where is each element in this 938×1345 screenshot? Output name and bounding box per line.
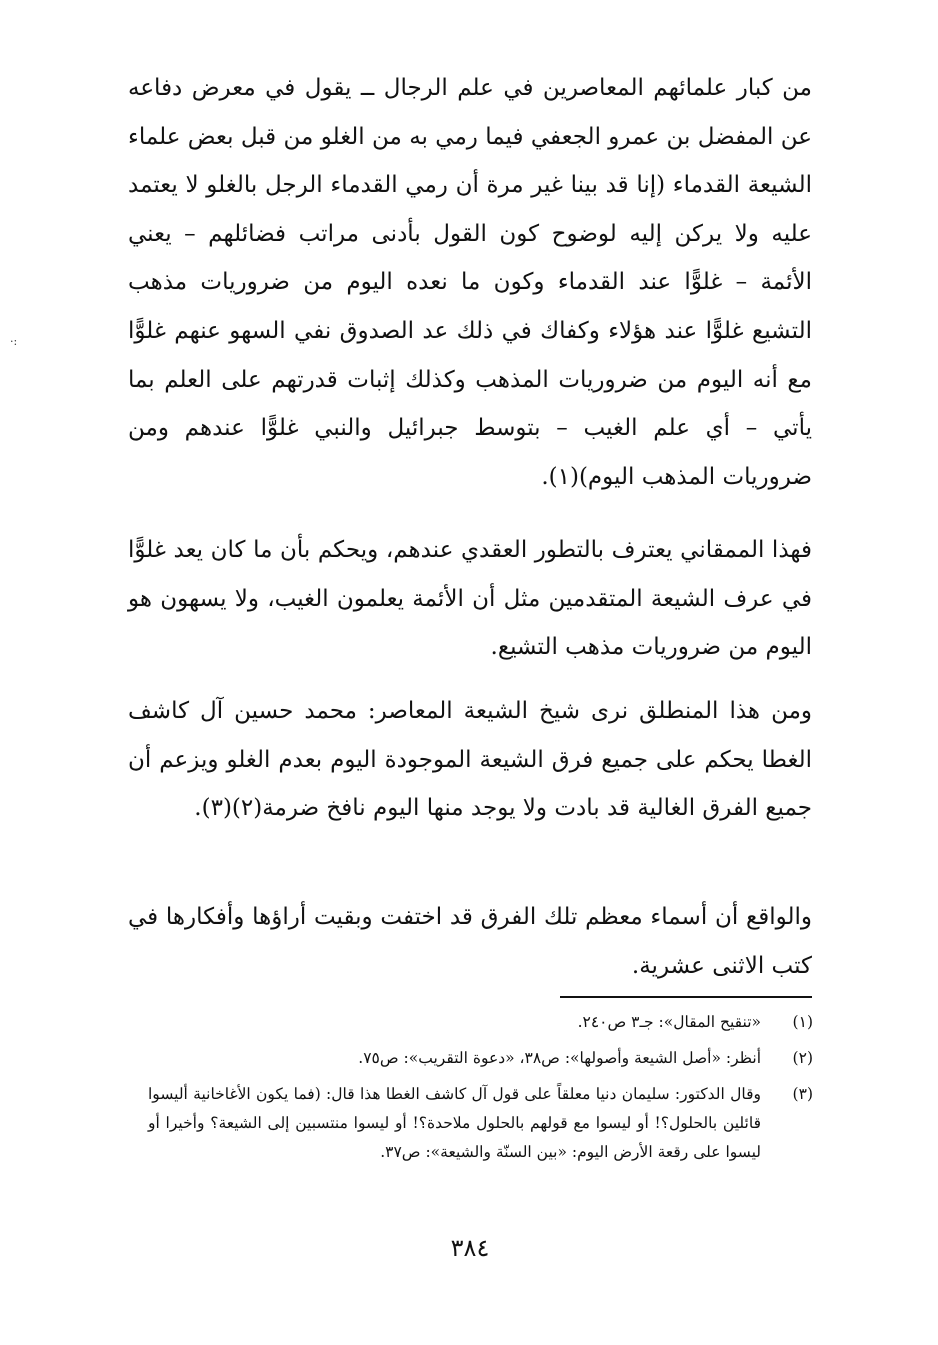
paragraph-4: والواقع أن أسماء معظم تلك الفرق قد اختفت وبقيت أراؤها وأفكارها في كتب الاثنى عشرية. bbox=[128, 904, 812, 979]
paragraph-1: من كبار علمائهم المعاصرين في علم الرجال ــ يقول في معرض دفاعه عن المفضل بن عمرو الجعفي فيما رمي به من الغلو من قبل بعض علماء الشيعة القدماء (إنا قد بينا غير مرة أن رمي القدماء الرجل بالغلو لا يعتمد عليه ولا يركن إليه لوضوح كون القول بأدنى مراتب فضائلهم – يعني الأئمة – غلوًّا عند القدماء وكون ما نعده اليوم من ضروريات مذهب التشيع غلوًّا عند هؤلاء وكفاك في ذلك عد الصدوق نفي السهو عنهم غلوًّا مع أنه اليوم من ضروريات المذهب وكذلك إثبات قدرتهم على العلم بما يأتي – أي علم الغيب – بتوسط جبرائيل والنبي غلوًّا عندهم ومن ضروريات المذهب اليوم)(١). bbox=[128, 75, 812, 490]
footnote-3-number: (٣) bbox=[792, 1085, 813, 1103]
footnote-separator bbox=[560, 996, 812, 998]
paragraph-2: فهذا الممقاني يعترف بالتطور العقدي عندهم، ويحكم بأن ما كان يعد غلوًّا في عرف الشيعة المتقدمين مثل أن الأئمة يعلمون الغيب، ولا يسهون هو اليوم من ضروريات مذهب التشيع. bbox=[128, 537, 812, 661]
footnote-3 bbox=[148, 1080, 813, 1167]
footnote-1-text: «تنقيح المقال»: جـ٣ ص٢٤٠. bbox=[577, 1013, 761, 1031]
scan-edge-mark: ·: bbox=[10, 335, 18, 348]
footnote-2-text: أنظر: «أصل الشيعة وأصولها»: ص٣٨، «دعوة التقريب»: ص٧٥. bbox=[358, 1049, 761, 1067]
footnote-1 bbox=[148, 1008, 813, 1037]
footnote-2-number: (٢) bbox=[792, 1049, 813, 1067]
footnote-2 bbox=[148, 1044, 813, 1073]
footnote-1-number: (١) bbox=[792, 1013, 813, 1031]
paragraph-3: ومن هذا المنطلق نرى شيخ الشيعة المعاصر: محمد حسين آل كاشف الغطا يحكم على جميع فرق الشيعة الموجودة اليوم بعدم الغلو ويزعم أن جميع الفرق الغالية قد بادت ولا يوجد منها اليوم نافخ ضرمة(٢)(٣). bbox=[128, 698, 812, 822]
page-number: ٣٨٤ bbox=[450, 1234, 490, 1262]
footnote-3-text: وقال الدكتور: سليمان دنيا معلقاً على قول آل كاشف الغطا هذا قال: (فما يكون الأغاخانية أليسوا قائلين بالحلول؟! أو ليسوا مع قولهم بالحلول ملاحدة؟! أو ليسوا منتسبين إلى الشيعة؟ وأخيرا أو ليسوا على رقعة الأرض اليوم: «بين السنّة والشيعة»: ص٣٧. bbox=[148, 1085, 761, 1161]
